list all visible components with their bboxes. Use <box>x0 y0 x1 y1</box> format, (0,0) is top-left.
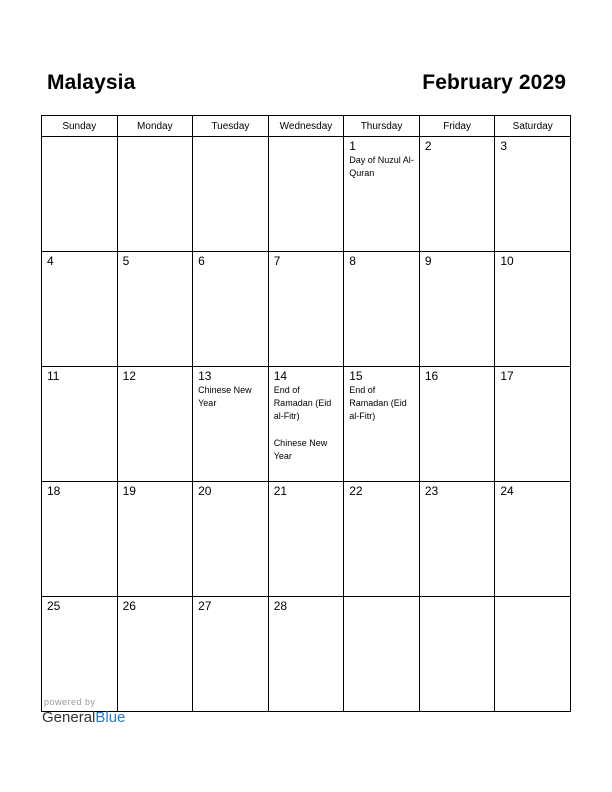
day-cell <box>419 597 495 712</box>
day-cell[interactable] <box>344 252 420 367</box>
day-number: 5 <box>122 254 130 268</box>
day-cell[interactable] <box>268 482 344 597</box>
day-cell[interactable] <box>495 367 571 482</box>
holiday-event: End of Ramadan (Eid al-Fitr) <box>349 385 407 421</box>
day-cell[interactable] <box>117 252 193 367</box>
day-cell[interactable] <box>268 597 344 712</box>
weekday-header-saturday: Saturday <box>495 116 571 137</box>
day-number: 13 <box>198 369 212 383</box>
day-cell <box>42 137 118 252</box>
day-cell[interactable] <box>117 482 193 597</box>
day-cell <box>495 597 571 712</box>
holiday-event: Chinese New Year <box>198 385 252 408</box>
day-number: 7 <box>273 254 281 268</box>
day-number: 6 <box>198 254 205 268</box>
day-number: 28 <box>273 599 288 613</box>
weekday-header-tuesday: Tuesday <box>193 116 269 137</box>
day-cell[interactable] <box>495 482 571 597</box>
week-row <box>42 597 571 712</box>
day-cell[interactable] <box>42 597 118 712</box>
day-cell[interactable] <box>193 597 269 712</box>
day-cell[interactable] <box>193 252 269 367</box>
day-number: 24 <box>500 484 514 498</box>
week-row <box>42 137 571 252</box>
day-number: 3 <box>500 139 508 153</box>
country-title: Malaysia <box>47 71 136 94</box>
day-cell[interactable] <box>419 252 495 367</box>
day-cell[interactable] <box>42 367 118 482</box>
day-number: 20 <box>198 484 212 498</box>
day-number: 26 <box>122 599 136 613</box>
day-cell[interactable] <box>419 137 495 252</box>
weekday-header-thursday: Thursday <box>344 116 420 137</box>
day-cell[interactable] <box>117 597 193 712</box>
day-number: 1 <box>349 139 356 153</box>
day-number: 16 <box>424 369 439 383</box>
weekday-header-sunday: Sunday <box>42 116 118 137</box>
day-number: 8 <box>349 254 356 268</box>
day-number: 27 <box>198 599 212 613</box>
day-number: 10 <box>500 254 514 268</box>
day-cell[interactable] <box>268 367 344 482</box>
day-cell[interactable] <box>117 367 193 482</box>
day-number: 9 <box>424 254 432 268</box>
calendar-grid <box>41 115 571 712</box>
weekday-header-friday: Friday <box>419 116 495 137</box>
week-row <box>42 367 571 482</box>
day-number: 4 <box>47 254 54 268</box>
powered-by-text: powered by <box>44 697 96 707</box>
day-cell[interactable] <box>268 252 344 367</box>
day-cell[interactable] <box>344 367 420 482</box>
day-cell[interactable] <box>42 252 118 367</box>
day-cell[interactable] <box>42 482 118 597</box>
day-cell <box>344 597 420 712</box>
brand-logo-part-blue: Blue <box>95 709 126 726</box>
day-cell[interactable] <box>344 137 420 252</box>
day-number: 19 <box>122 484 136 498</box>
weekday-header-row <box>42 116 571 137</box>
day-cell[interactable] <box>193 482 269 597</box>
day-number: 11 <box>47 369 60 383</box>
holiday-event: Chinese New Year <box>273 438 328 461</box>
calendar-body <box>42 137 571 712</box>
brand-logo-part-general: General <box>42 709 96 726</box>
day-cell[interactable] <box>344 482 420 597</box>
day-number: 25 <box>47 599 61 613</box>
day-cell <box>117 137 193 252</box>
brand-logo[interactable] <box>42 709 125 726</box>
week-row <box>42 252 571 367</box>
weekday-header-monday: Monday <box>117 116 193 137</box>
day-cell <box>268 137 344 252</box>
day-number: 21 <box>273 484 288 498</box>
day-number: 15 <box>349 369 363 383</box>
day-cell[interactable] <box>495 137 571 252</box>
day-number: 22 <box>349 484 363 498</box>
day-number: 12 <box>122 369 136 383</box>
day-cell[interactable] <box>495 252 571 367</box>
holiday-event: End of Ramadan (Eid al-Fitr) <box>273 385 332 421</box>
holiday-event: Day of Nuzul Al-Quran <box>349 155 414 178</box>
day-cell[interactable] <box>419 367 495 482</box>
day-cell <box>193 137 269 252</box>
week-row <box>42 482 571 597</box>
day-cell[interactable] <box>193 367 269 482</box>
day-number: 18 <box>47 484 61 498</box>
day-cell[interactable] <box>419 482 495 597</box>
weekday-header-wednesday: Wednesday <box>268 116 344 137</box>
day-number: 14 <box>273 369 288 383</box>
day-number: 2 <box>424 139 432 153</box>
month-title: February 2029 <box>422 71 566 94</box>
day-number: 23 <box>424 484 439 498</box>
day-number: 17 <box>500 369 514 383</box>
